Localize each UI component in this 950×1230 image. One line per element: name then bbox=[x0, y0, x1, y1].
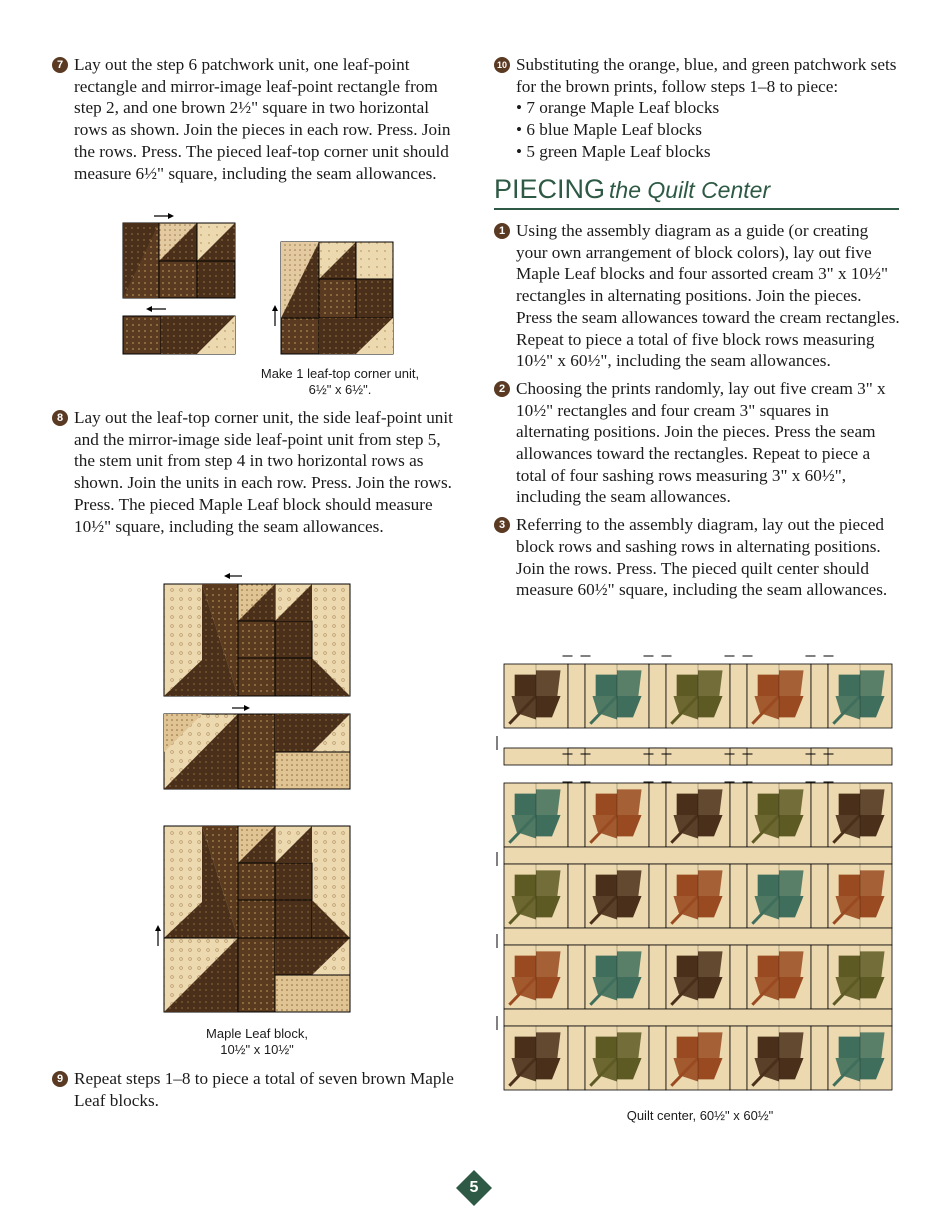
sashing-rect bbox=[568, 783, 585, 847]
piecing-step-1 bbox=[494, 220, 902, 372]
step-10-number: 10 bbox=[494, 57, 510, 73]
piecing-step-3-number: 3 bbox=[494, 517, 510, 533]
step-8-text: Lay out the leaf-top corner unit, the side leaf-point unit and the mirror-image side leaf-point unit from step 5, the stem unit from step 4 in two horizontal rows as shown. Join the units in each row. Press. Join the rows. Press. The pieced Maple Leaf block should measure 10½" square, including the seam allowances. bbox=[74, 408, 453, 536]
sashing-rect bbox=[649, 1026, 666, 1090]
piecing-step-2-text: Choosing the prints randomly, lay out five cream 3" x 10½" rectangles and four cream 3" squares in alternating positions. Join the pieces. Press the seam allowances toward the rectangles. Repeat to piece a total of four sashing rows measuring 3" x 60½", including the seam allowances. bbox=[516, 378, 886, 507]
sashing-row bbox=[504, 1009, 892, 1026]
fig1-caption-line2: 6½" x 6½". bbox=[308, 382, 372, 397]
fig2-caption-line2: 10½" x 10½" bbox=[220, 1042, 294, 1057]
page-number: 5 bbox=[469, 1179, 479, 1196]
step-9-text: Repeat steps 1–8 to piece a total of seven brown Maple Leaf blocks. bbox=[74, 1069, 454, 1110]
sashing-rect bbox=[649, 664, 666, 728]
sashing-rect bbox=[811, 864, 828, 928]
sashing-rect bbox=[649, 864, 666, 928]
piecing-step-1-text: Using the assembly diagram as a guide (or creating your own arrangement of block colors), lay out five Maple Leaf blocks and four assorted cream 3" x 10½" rectangles in alternating positions. Join the pieces. Press the seam allowances toward the cream rectangles. Repeat to piece a total of five block rows measuring 10½" x 60½", including the seam allowances. bbox=[516, 221, 900, 371]
bullet-orange: • 7 orange Maple Leaf blocks bbox=[516, 97, 902, 119]
piecing-step-3 bbox=[494, 514, 902, 601]
step-7-number: 7 bbox=[52, 57, 68, 73]
fig1-caption-line1: Make 1 leaf-top corner unit, bbox=[260, 366, 420, 381]
step-8-number: 8 bbox=[52, 410, 68, 426]
sashing-rect bbox=[730, 783, 747, 847]
piecing-step-3-text: Referring to the assembly diagram, lay out the pieced block rows and sashing rows in alternating positions. Join the rows. Press. The pieced quilt center should measure 60½" square, including the seam allowances. bbox=[516, 515, 888, 600]
sashing-rect bbox=[811, 945, 828, 1009]
sashing-rect bbox=[730, 945, 747, 1009]
heading-big: PIECING bbox=[494, 174, 606, 204]
sashing-rect bbox=[811, 783, 828, 847]
sashing-rect bbox=[568, 664, 585, 728]
sashing-row bbox=[504, 748, 892, 765]
step-9 bbox=[52, 1068, 460, 1111]
heading-small: the Quilt Center bbox=[609, 177, 771, 203]
sashing-rect bbox=[730, 664, 747, 728]
section-heading bbox=[494, 174, 899, 210]
step-8 bbox=[52, 407, 460, 537]
piecing-step-2-number: 2 bbox=[494, 381, 510, 397]
bullet-blue: • 6 blue Maple Leaf blocks bbox=[516, 119, 902, 141]
leaf-top-corner-figure bbox=[118, 208, 403, 358]
step-10-text: Substituting the orange, blue, and green patchwork sets for the brown prints, follow steps 1–8 to piece: bbox=[516, 55, 897, 96]
quilt-center-diagram bbox=[494, 654, 900, 1096]
sashing-rect bbox=[730, 1026, 747, 1090]
step-9-number: 9 bbox=[52, 1071, 68, 1087]
sashing-rect bbox=[649, 945, 666, 1009]
bullet-green: • 5 green Maple Leaf blocks bbox=[516, 141, 902, 163]
sashing-rect bbox=[568, 864, 585, 928]
step-10 bbox=[494, 54, 902, 97]
sashing-rect bbox=[568, 1026, 585, 1090]
sashing-row bbox=[504, 847, 892, 864]
sashing-rect bbox=[568, 945, 585, 1009]
step-7 bbox=[52, 54, 460, 184]
piecing-step-2 bbox=[494, 378, 902, 508]
sashing-rect bbox=[811, 664, 828, 728]
sashing-rect bbox=[811, 1026, 828, 1090]
sashing-rect bbox=[730, 864, 747, 928]
sashing-row bbox=[504, 928, 892, 945]
sashing-rect bbox=[649, 783, 666, 847]
quilt-caption: Quilt center, 60½" x 60½" bbox=[626, 1108, 774, 1123]
fig2-caption-line1: Maple Leaf block, bbox=[206, 1026, 308, 1041]
step-10-bullets bbox=[494, 97, 902, 162]
piecing-step-1-number: 1 bbox=[494, 223, 510, 239]
step-7-text: Lay out the step 6 patchwork unit, one leaf-point rectangle and mirror-image leaf-point rectangle from step 2, and one brown 2½" square in two horizontal rows as shown. Join the pieces in each row. Press. Join the rows. Press. The pieced leaf-top corner unit should measure 6½" square, including the seam allowances. bbox=[74, 55, 451, 183]
maple-leaf-block-figure bbox=[150, 568, 360, 1018]
